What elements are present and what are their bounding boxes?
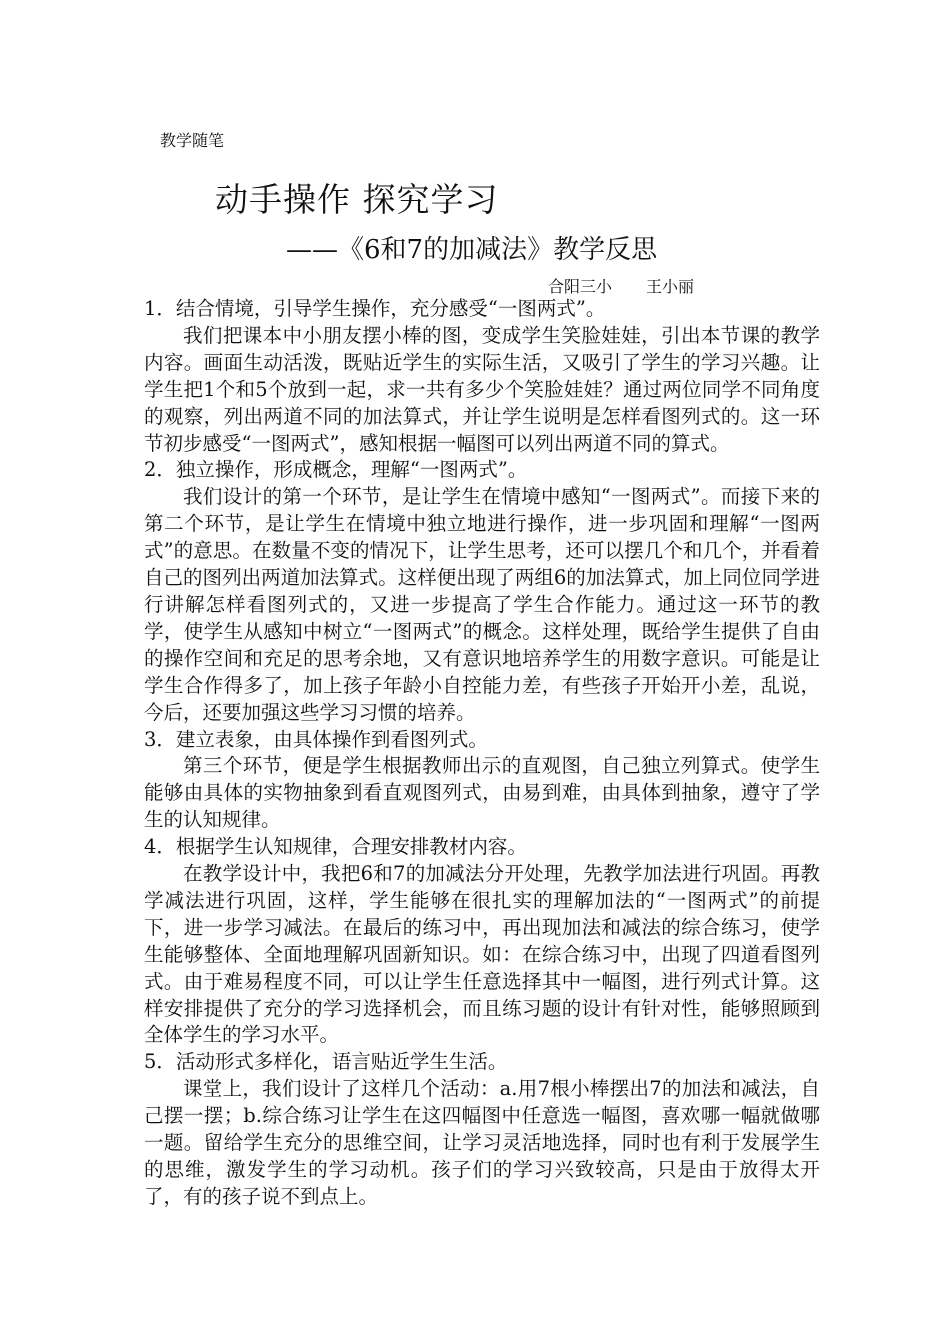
author-school: 合阳三小 [548, 277, 613, 296]
page-subtitle: ——《6和7的加减法》教学反思 [286, 235, 658, 265]
page-title: 动手操作 探究学习 [215, 180, 499, 219]
section-heading-4: 4．根据学生认知规律，合理安排教材内容。 [144, 835, 527, 859]
section-heading-5: 5．活动形式多样化，语言贴近学生生活。 [144, 1050, 508, 1074]
section-heading-2: 2．独立操作，形成概念，理解“一图两式”。 [144, 458, 528, 482]
author-line [548, 274, 728, 297]
section-paragraph-3: 第三个环节，便是学生根据教师出示的直观图，自己独立列算式。使学生能够由具体的实物抽象到看直观图列式，由易到难，由具体到抽象，遵守了学生的认知规律。 [144, 754, 820, 832]
section-paragraph-4: 在教学设计中，我把6和7的加减法分开处理，先教学加法进行巩固。再教学减法进行巩固，这样，学生能够在很扎实的理解加法的“一图两式”的前提下，进一步学习减法。在最后的练习中，再出现加法和减法的综合练习，使学生能够整体、全面地理解巩固新知识。如：在综合练习中，出现了四道看图列式。由于难易程度不同，可以让学生任意选择其中一幅图，进行列式计算。这样安排提供了充分的学习选择机会，而且练习题的设计有针对性，能够照顾到全体学生的学习水平。 [144, 862, 820, 1047]
section-paragraph-5: 课堂上，我们设计了这样几个活动：a.用7根小棒摆出7的加法和减法，自己摆一摆；b.综合练习让学生在这四幅图中任意选一幅图，喜欢哪一幅就做哪一题。留给学生充分的思维空间，让学习灵活地选择，同时也有利于发展学生的思维，激发学生的学习动机。孩子们的学习兴致较高，只是由于放得太开了，有的孩子说不到点上。 [144, 1077, 820, 1208]
section-heading-1: 1．结合情境，引导学生操作，充分感受“一图两式”。 [144, 297, 606, 320]
section-heading-3: 3．建立表象，由具体操作到看图列式。 [144, 727, 488, 751]
section-paragraph-2: 我们设计的第一个环节，是让学生在情境中感知“一图两式”。而接下来的第二个环节，是让学生在情境中独立地进行操作，进一步巩固和理解“一图两式”的意思。在数量不变的情况下，让学生思考，还可以摆几个和几个，并看着自己的图列出两道加法算式。这样便出现了两组6的加法算式，加上同位同学进行讲解怎样看图列式的，又进一步提高了学生合作能力。通过这一环节的教学，使学生从感知中树立“一图两式”的概念。这样处理，既给学生提供了自由的操作空间和充足的思考余地，又有意识地培养学生的用数字意识。可能是让学生合作得多了，加上孩子年龄小自控能力差，有些孩子开始开小差，乱说，今后，还要加强这些学习习惯的培养。 [144, 485, 820, 724]
category-label: 教学随笔 [160, 131, 225, 150]
article-body [144, 296, 820, 1211]
section-paragraph-1: 我们把课本中小朋友摆小棒的图，变成学生笑脸娃娃，引出本节课的教学内容。画面生动活泼，既贴近学生的实际生活，又吸引了学生的学习兴趣。让学生把1个和5个放到一起，求一共有多少个笑脸娃娃？通过两位同学不同角度的观察，列出两道不同的加法算式，并让学生说明是怎样看图列式的。这一环节初步感受“一图两式”，感知根据一幅图可以列出两道不同的算式。 [144, 323, 820, 455]
author-name: 王小丽 [646, 277, 695, 296]
